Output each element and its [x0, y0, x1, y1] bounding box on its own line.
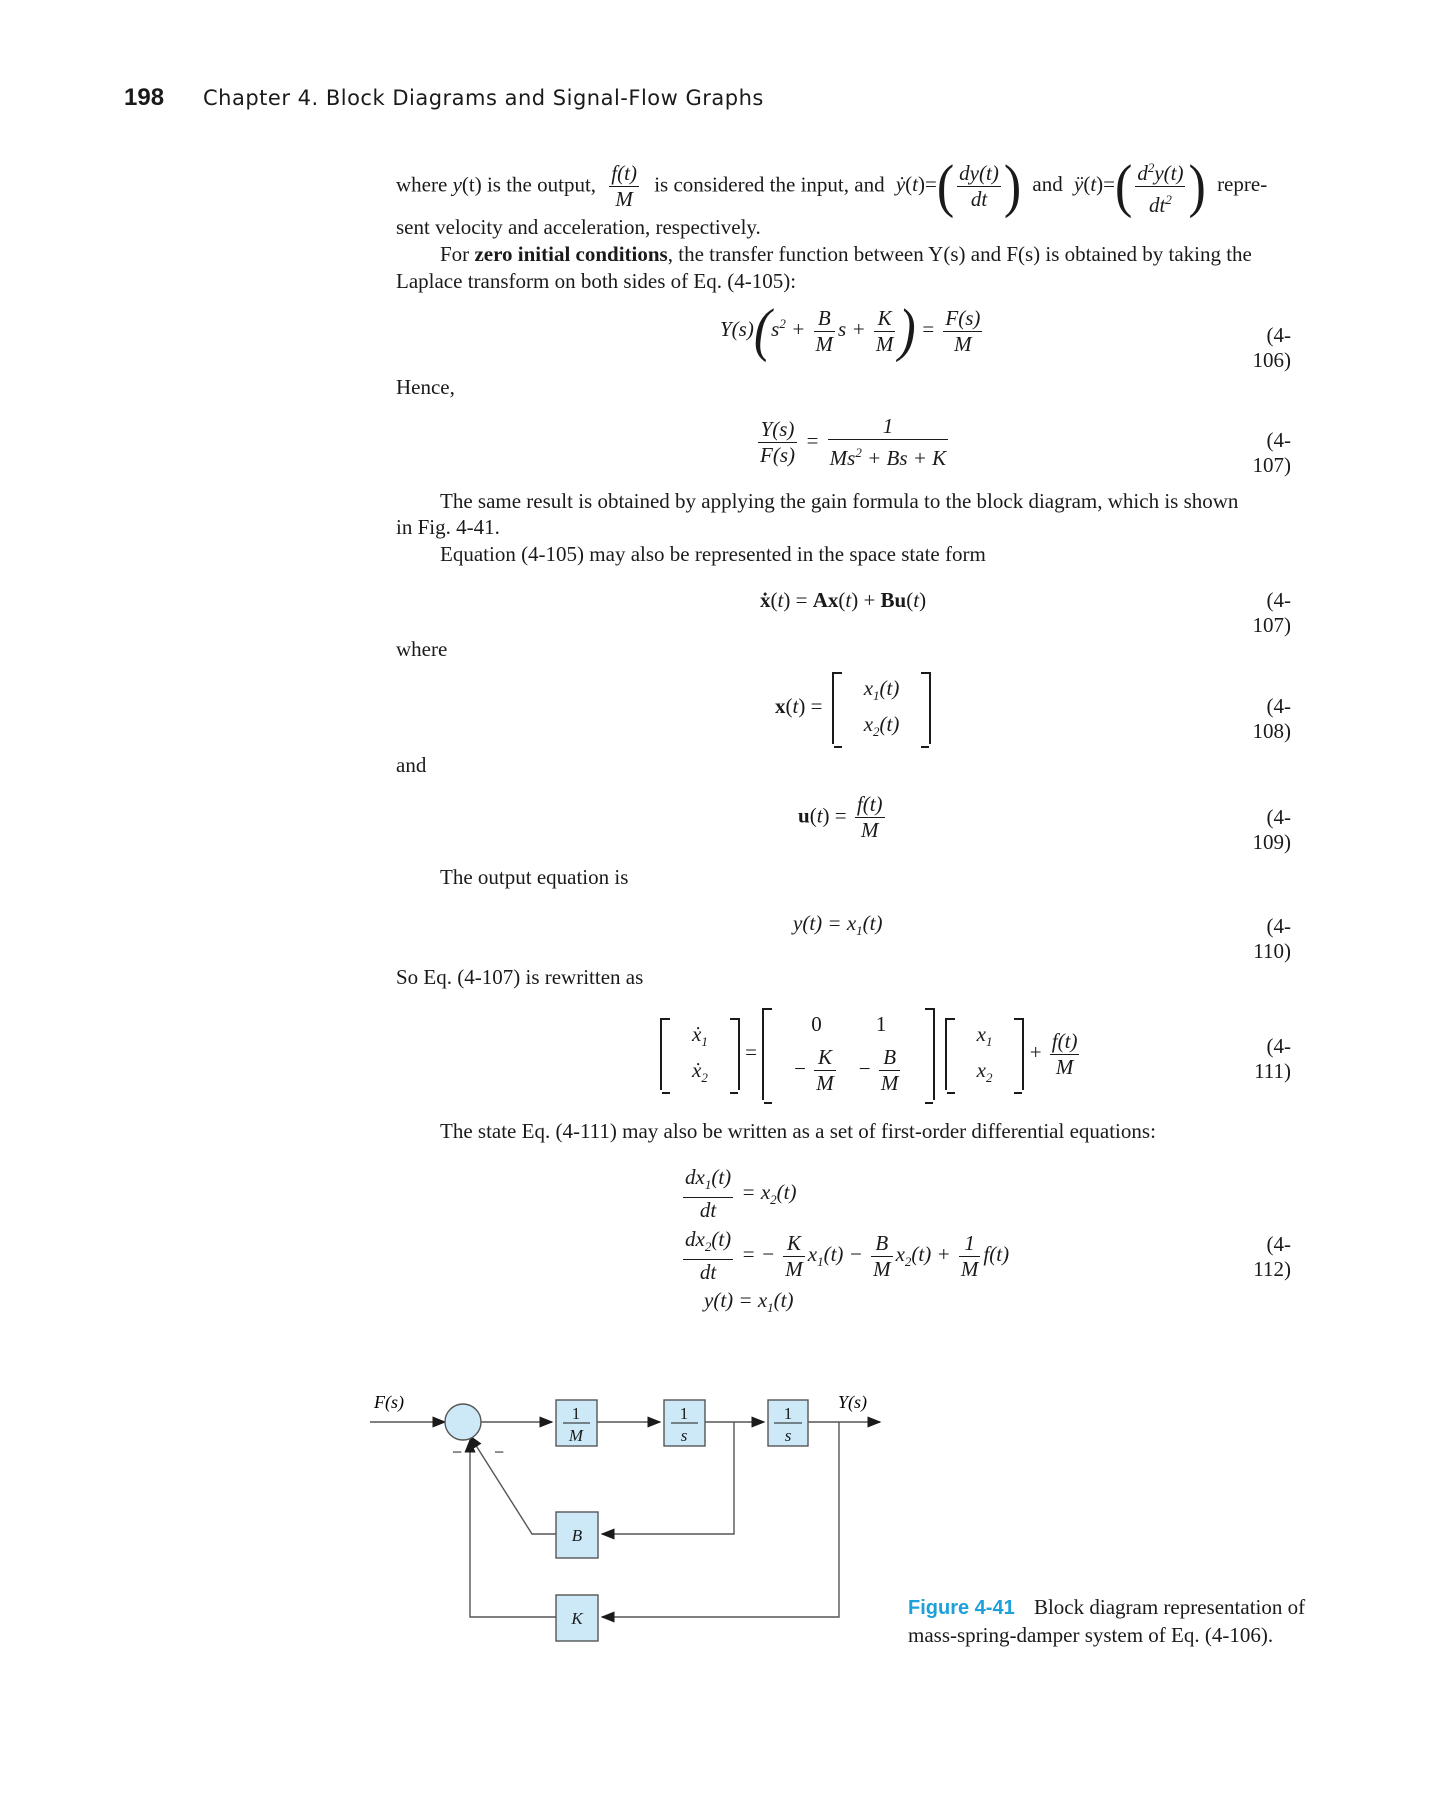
equation-4-107: $\frac{Y(s)}{F(s)}$ = $\frac{1}{Ms^2 + Bs + K}$ [760, 414, 947, 470]
paragraph-3-line-2: in Fig. 4-41. [396, 515, 500, 539]
output-label: Y(s) [838, 1392, 868, 1412]
paragraph-1-line-2: sent velocity and acceleration, respectively. [396, 215, 761, 239]
block-3-denominator: s [784, 1426, 792, 1445]
block-1-denominator: M [568, 1426, 584, 1445]
equation-4-110: $y(t) = x_1(t)$ [793, 911, 883, 939]
equation-4-109: u(t) = $\frac{f(t)}{M}$ [798, 792, 883, 842]
equation-4-111: ẋ$_1$ ẋ$_2$ = 0 1 − $\frac{K}{M}$ − $\frac{B}{M}$ $x_1$ $x_2$ + $\frac{f(t)}{M}$ [660, 1008, 1082, 1100]
paragraph-1-line-1: where y(t) is the output, $\frac{f(t)}{M}$ is considered the input, and ẏ(t)=( $\frac{dy(t)}{dt}$ ) and ÿ(t)=( $\frac{d^2y(t)}{dt^2}$ ) repre- [396, 153, 1268, 219]
state-equation-text: The state Eq. (4-111) may also be written as a set of first-order differential equations: [440, 1119, 1156, 1143]
paragraph-2-line-1: For zero initial conditions, the transfer function between Y(s) and F(s) is obtained by taking the [440, 242, 1252, 266]
feedback-k-line [602, 1422, 839, 1617]
running-header: Chapter 4. Block Diagrams and Signal-Flow Graphs [203, 86, 764, 110]
block-b-label: B [571, 1526, 583, 1545]
figure-caption: Figure 4-41 Block diagram representation of mass-spring-damper system of Eq. (4-106). [908, 1595, 1306, 1647]
equation-number: (4-111) [1254, 1034, 1291, 1083]
block-diagram [360, 1380, 900, 1670]
feedback-k-to-sum [470, 1440, 556, 1617]
equation-number: (4-112) [1253, 1232, 1291, 1281]
equation-number: (4-107) [1252, 588, 1291, 637]
and-text: and [396, 753, 427, 777]
summing-junction [445, 1404, 481, 1440]
equation-number: (4-110) [1253, 914, 1291, 963]
feedback-b-to-sum [470, 1436, 556, 1534]
block-2-numerator: 1 [679, 1404, 689, 1423]
output-equation-text: The output equation is [440, 865, 629, 889]
equation-state-space: ẋ(t) = Ax(t) + Bu(t) [760, 588, 927, 612]
equation-4-108: x(t) = $x_1(t)$ $x_2(t)$ [775, 672, 931, 744]
input-label: F(s) [374, 1392, 404, 1412]
minus-sign: − [494, 1442, 505, 1462]
equation-number: (4-106) [1252, 323, 1291, 372]
block-2-denominator: s [680, 1426, 688, 1445]
rewritten-text: So Eq. (4-107) is rewritten as [396, 965, 644, 989]
equation-number: (4-109) [1252, 805, 1291, 854]
minus-sign: − [452, 1442, 463, 1462]
block-1-numerator: 1 [571, 1404, 581, 1423]
hence-text: Hence, [396, 375, 455, 399]
where-text: where [396, 637, 448, 661]
paragraph-3-line-1: The same result is obtained by applying the gain formula to the block diagram, which is shown [440, 489, 1239, 513]
block-k-label: K [571, 1609, 583, 1628]
paragraph-4: Equation (4-105) may also be represented in the space state form [440, 542, 986, 566]
equation-number: (4-107) [1252, 428, 1291, 477]
equation-4-106: $Y(s)(s^2$ + $\frac{B}{M}$ s + $\frac{K}{M}$ ) = $\frac{F(s)}{M}$ [720, 297, 981, 364]
figure-label: Figure 4-41 [908, 1597, 1015, 1619]
page-number: 198 [124, 84, 165, 111]
block-3-numerator: 1 [783, 1404, 793, 1423]
equation-number: (4-108) [1252, 694, 1291, 743]
equation-4-112: $\frac{dx_1(t)}{dt}$ = $x_2(t)$ $\frac{dx_2(t)}{dt}$ = − $\frac{K}{M}$ $x_1(t)$ − $\frac{B}{M}$ $x_2(t)$ + $\frac{1}{M}$ f(t) $y(t) = x_1(t)$ [685, 1165, 1010, 1316]
paragraph-2-line-2: Laplace transform on both sides of Eq. (4-105): [396, 269, 797, 293]
